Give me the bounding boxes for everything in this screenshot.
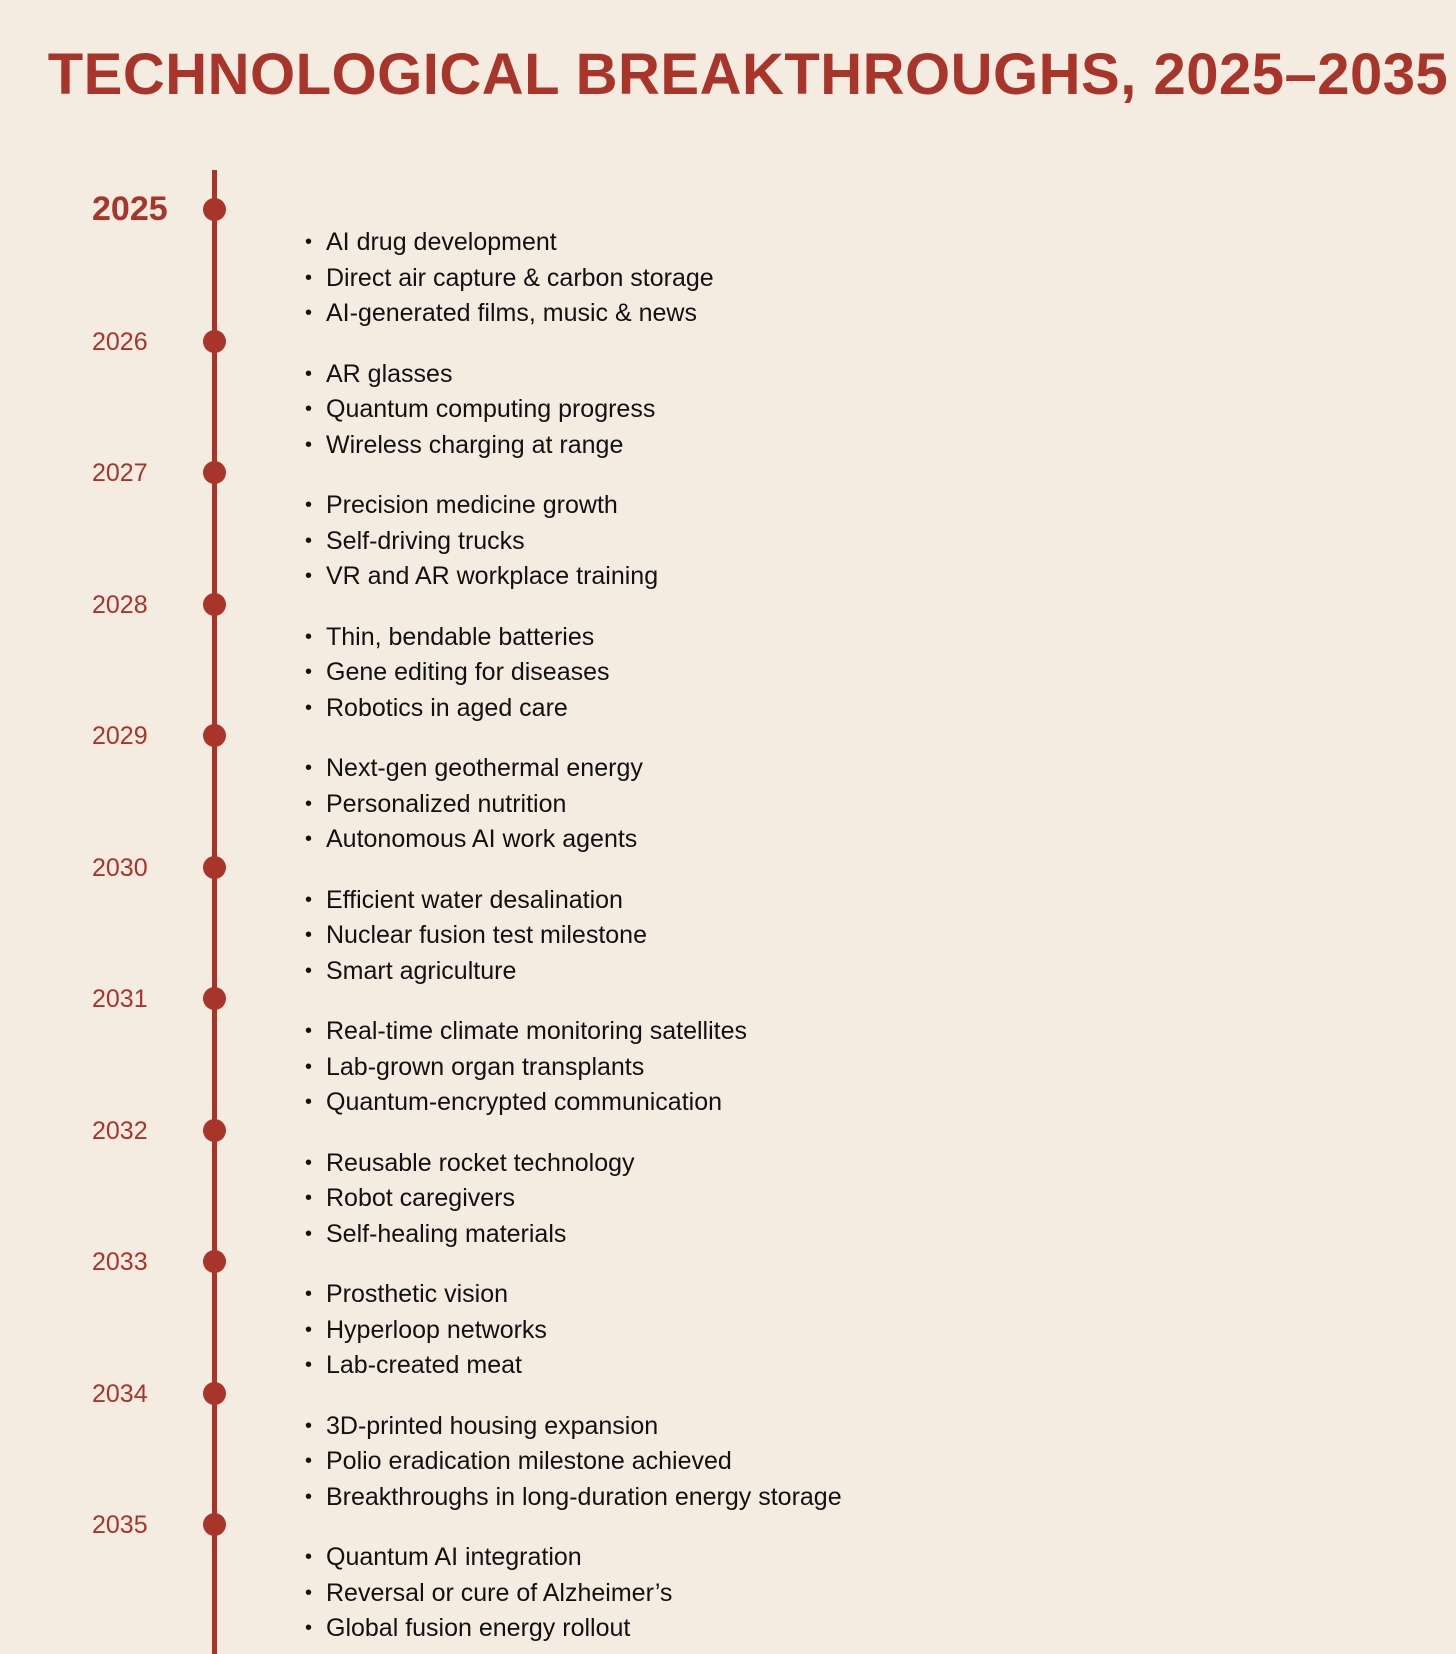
- list-item: [305, 822, 643, 858]
- list-item: [305, 918, 647, 954]
- list-item-text: Gene editing for diseases: [326, 658, 610, 686]
- list-item-text: AR glasses: [326, 359, 453, 388]
- list-item: [305, 1540, 672, 1576]
- list-item-text: Thin, bendable batteries: [326, 622, 595, 651]
- bullet-icon: •: [305, 1091, 313, 1113]
- list-item: [305, 620, 610, 656]
- bullet-icon: •: [305, 398, 313, 420]
- bullet-icon: •: [305, 1222, 313, 1245]
- bullet-icon: •: [305, 529, 313, 552]
- bullet-icon: •: [305, 1581, 313, 1604]
- list-item: [305, 1014, 747, 1050]
- list-item-text: Nuclear fusion test milestone: [326, 921, 647, 949]
- list-item: [305, 357, 655, 393]
- list-item: [305, 1348, 547, 1384]
- list-item: [305, 225, 714, 261]
- list-item: [305, 787, 643, 823]
- list-item-text: Autonomous AI work agents: [326, 825, 638, 853]
- bullet-icon: •: [305, 494, 313, 516]
- timeline-dot: [203, 461, 226, 484]
- list-item: [305, 1480, 842, 1516]
- list-item-text: Smart agriculture: [326, 956, 517, 985]
- timeline-dot: [203, 1382, 226, 1405]
- list-item-text: Wireless charging at range: [326, 430, 624, 459]
- list-item-text: Real-time climate monitoring satellites: [326, 1017, 747, 1045]
- bullet-icon: •: [305, 1151, 313, 1174]
- list-item: [305, 296, 714, 332]
- year-label: 2032: [92, 1116, 148, 1145]
- list-item: [305, 1181, 635, 1217]
- list-item: [305, 1146, 635, 1182]
- bullet-icon: •: [305, 924, 313, 946]
- list-item: [305, 751, 643, 787]
- bullet-icon: •: [305, 1414, 313, 1437]
- bullet-icon: •: [305, 1318, 313, 1341]
- list-item: [305, 691, 610, 727]
- bullet-icon: •: [305, 1187, 313, 1209]
- timeline-dot: [203, 593, 226, 616]
- timeline-dot: [203, 724, 226, 747]
- breakthrough-list: [305, 620, 610, 727]
- year-label: 2027: [92, 459, 148, 487]
- bullet-icon: •: [305, 661, 313, 683]
- bullet-icon: •: [305, 1055, 313, 1078]
- list-item-text: Global fusion energy rollout: [326, 1614, 631, 1642]
- bullet-icon: •: [305, 1546, 313, 1568]
- list-item-text: Breakthroughs in long-duration energy storage: [326, 1482, 842, 1511]
- timeline-entry: [0, 1116, 1456, 1260]
- list-item: [305, 954, 647, 990]
- list-item-text: Quantum AI integration: [326, 1543, 582, 1571]
- list-item: [305, 1409, 842, 1445]
- list-item-text: Direct air capture & carbon storage: [326, 263, 714, 292]
- list-item: [305, 1611, 672, 1647]
- year-label: 2025: [92, 190, 168, 228]
- timeline-entry: [0, 459, 1456, 602]
- timeline-dot: [203, 1119, 226, 1142]
- list-item-text: Reusable rocket technology: [326, 1148, 635, 1177]
- bullet-icon: •: [305, 302, 313, 324]
- list-item: [305, 559, 659, 595]
- timeline-dot: [203, 1250, 226, 1273]
- list-item-text: Self-driving trucks: [326, 526, 525, 555]
- list-item-text: Lab-created meat: [326, 1351, 522, 1379]
- bullet-icon: •: [305, 565, 313, 587]
- list-item-text: Efficient water desalination: [326, 885, 623, 914]
- list-item-text: Self-healing materials: [326, 1219, 567, 1248]
- bullet-icon: •: [305, 1485, 313, 1508]
- bullet-icon: •: [305, 231, 313, 253]
- list-item: [305, 1050, 747, 1086]
- timeline-entry: [0, 1511, 1456, 1654]
- timeline-entry: [0, 590, 1456, 734]
- list-item: [305, 883, 647, 919]
- bullet-icon: •: [305, 1617, 313, 1639]
- timeline-dot: [203, 987, 226, 1010]
- list-item-text: Personalized nutrition: [326, 789, 567, 818]
- year-label: 2035: [92, 1511, 148, 1539]
- bullet-icon: •: [305, 828, 313, 850]
- list-item-text: AI drug development: [326, 228, 557, 256]
- bullet-icon: •: [305, 1283, 313, 1305]
- bullet-icon: •: [305, 1354, 313, 1376]
- breakthrough-list: [305, 1014, 747, 1121]
- list-item-text: Reversal or cure of Alzheimer’s: [326, 1578, 673, 1607]
- timeline-entry: [0, 1248, 1456, 1391]
- bullet-icon: •: [305, 696, 313, 719]
- timeline-entry: [0, 985, 1456, 1128]
- timeline-dot: [203, 856, 226, 879]
- breakthrough-list: [305, 1409, 842, 1516]
- timeline-entry: [0, 1379, 1456, 1523]
- list-item: [305, 488, 658, 524]
- year-label: 2029: [92, 722, 148, 750]
- breakthrough-list: [305, 751, 643, 858]
- bullet-icon: •: [305, 757, 313, 779]
- list-item-text: Robot caregivers: [326, 1184, 515, 1212]
- list-item-text: Prosthetic vision: [326, 1280, 509, 1308]
- list-item: [305, 524, 658, 560]
- breakthrough-list: [305, 1277, 547, 1384]
- list-item-text: Quantum-encrypted communication: [326, 1088, 723, 1116]
- bullet-icon: •: [305, 888, 313, 911]
- bullet-icon: •: [305, 959, 313, 982]
- list-item: [305, 428, 655, 464]
- list-item-text: Precision medicine growth: [326, 491, 618, 519]
- timeline-entry: [0, 853, 1456, 997]
- list-item-text: VR and AR workplace training: [326, 562, 659, 590]
- list-item: [305, 1217, 635, 1253]
- breakthrough-list: [305, 225, 714, 332]
- year-label: 2033: [92, 1248, 148, 1276]
- bullet-icon: •: [305, 1450, 313, 1472]
- list-item-text: Robotics in aged care: [326, 693, 568, 722]
- year-label: 2026: [92, 327, 148, 356]
- list-item-text: 3D-printed housing expansion: [326, 1411, 659, 1440]
- breakthrough-list: [305, 357, 656, 464]
- list-item-text: Lab-grown organ transplants: [326, 1052, 645, 1081]
- year-label: 2028: [92, 590, 148, 619]
- list-item: [305, 1313, 547, 1349]
- list-item-text: Hyperloop networks: [326, 1315, 547, 1344]
- list-item-text: Next-gen geothermal energy: [326, 754, 643, 782]
- timeline-dot: [203, 330, 226, 353]
- year-label: 2030: [92, 853, 148, 882]
- timeline-dot: [203, 1513, 226, 1536]
- list-item: [305, 1576, 673, 1612]
- breakthrough-list: [305, 883, 647, 990]
- breakthrough-list: [305, 1540, 673, 1647]
- year-label: 2034: [92, 1379, 148, 1408]
- breakthrough-list: [305, 1146, 635, 1253]
- list-item-text: Polio eradication milestone achieved: [326, 1447, 732, 1475]
- timeline-entry: [0, 327, 1456, 471]
- bullet-icon: •: [305, 433, 313, 456]
- bullet-icon: •: [305, 1020, 313, 1042]
- timeline-dot: [203, 198, 226, 221]
- bullet-icon: •: [305, 625, 313, 648]
- list-item: [305, 655, 610, 691]
- list-item-text: Quantum computing progress: [326, 395, 656, 423]
- list-item: [305, 1085, 747, 1121]
- breakthrough-list: [305, 488, 659, 595]
- list-item-text: AI-generated films, music & news: [326, 299, 697, 327]
- bullet-icon: •: [305, 792, 313, 815]
- timeline-entry: [0, 722, 1456, 865]
- page-title: TECHNOLOGICAL BREAKTHROUGHS, 2025–2035: [47, 42, 1449, 107]
- list-item: [305, 261, 714, 297]
- list-item: [305, 1444, 842, 1480]
- bullet-icon: •: [305, 266, 313, 289]
- list-item: [305, 392, 656, 428]
- list-item: [305, 1277, 547, 1313]
- bullet-icon: •: [305, 362, 313, 385]
- year-label: 2031: [92, 985, 148, 1013]
- timeline-entry: [0, 190, 1456, 339]
